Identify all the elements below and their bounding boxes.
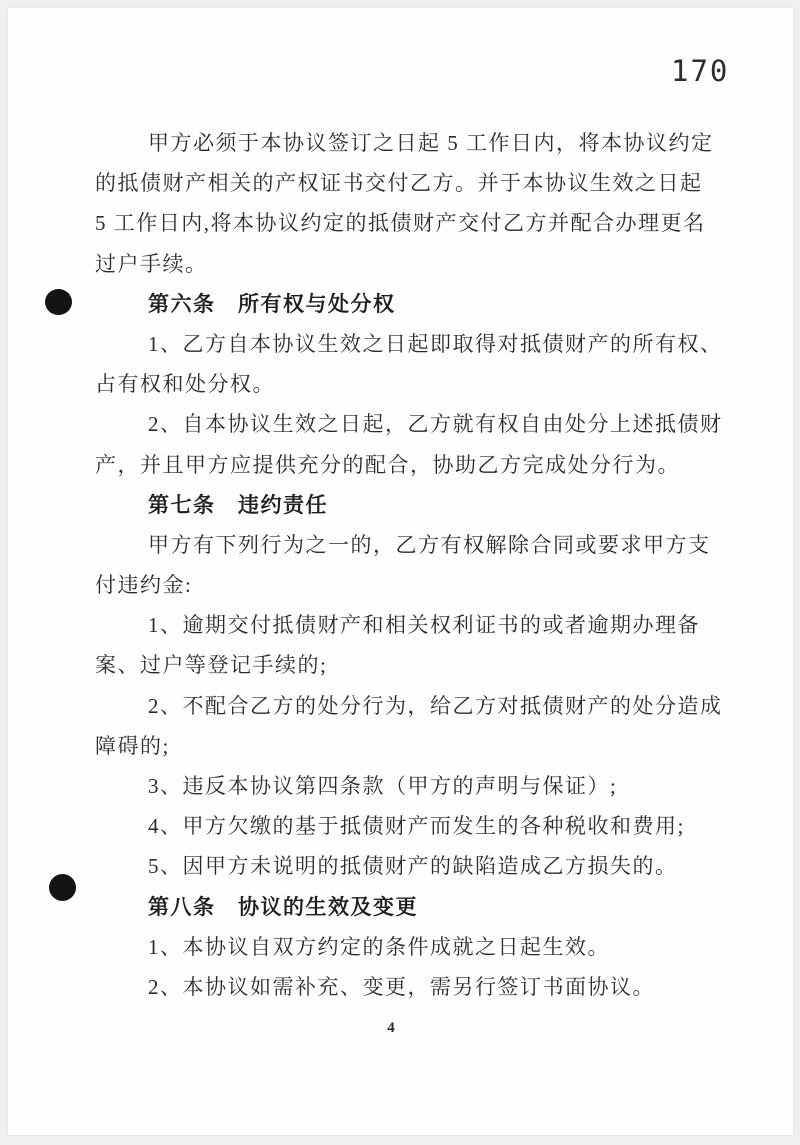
text-line: 1、逾期交付抵债财产和相关权利证书的或者逾期办理备 [148, 613, 700, 638]
section-heading-line: 第七条 违约责任 [148, 492, 328, 517]
section-heading-line: 第六条 所有权与处分权 [148, 291, 396, 316]
text-line: 障碍的; [95, 733, 170, 758]
text-line: 产，并且甲方应提供充分的配合，协助乙方完成处分行为。 [95, 452, 680, 477]
text-line: 4、甲方欠缴的基于抵债财产而发生的各种税收和费用; [148, 814, 685, 839]
text-line: 2、本协议如需补充、变更，需另行签订书面协议。 [148, 974, 655, 999]
text-line: 3、违反本协议第四条款（甲方的声明与保证）; [148, 774, 618, 798]
footer-page-number: 4 [387, 1020, 395, 1036]
text-line: 案、过户等登记手续的; [95, 653, 328, 678]
text-line: 2、自本协议生效之日起，乙方就有权自由处分上述抵债财 [148, 412, 723, 437]
punch-hole-mark-bottom [49, 874, 76, 901]
punch-hole-mark-top [45, 289, 72, 315]
text-line: 1、本协议自双方约定的条件成就之日起生效。 [148, 934, 610, 959]
section-heading-line: 第八条 协议的生效及变更 [148, 894, 418, 919]
text-line: 1、乙方自本协议生效之日起即取得对抵债财产的所有权、 [148, 331, 723, 356]
contract-body-text [95, 123, 735, 1007]
text-line: 2、不配合乙方的处分行为，给乙方对抵债财产的处分造成 [148, 693, 723, 718]
text-line: 5、因甲方未说明的抵债财产的缺陷造成乙方损失的。 [148, 854, 678, 879]
text-line: 甲方必须于本协议签订之日起 5 工作日内，将本协议约定 [148, 131, 714, 155]
text-line: 甲方有下列行为之一的，乙方有权解除合同或要求甲方支 [148, 532, 711, 557]
document-page-sheet [8, 8, 793, 1135]
text-line: 付违约金: [95, 573, 193, 598]
text-line: 5 工作日内,将本协议约定的抵债财产交付乙方并配合办理更名 [95, 211, 706, 236]
stamped-page-number: 170 [671, 54, 730, 88]
text-line: 占有权和处分权。 [95, 372, 275, 397]
text-line: 的抵债财产相关的产权证书交付乙方。并于本协议生效之日起 [95, 171, 703, 196]
text-line: 过户手续。 [95, 251, 208, 276]
